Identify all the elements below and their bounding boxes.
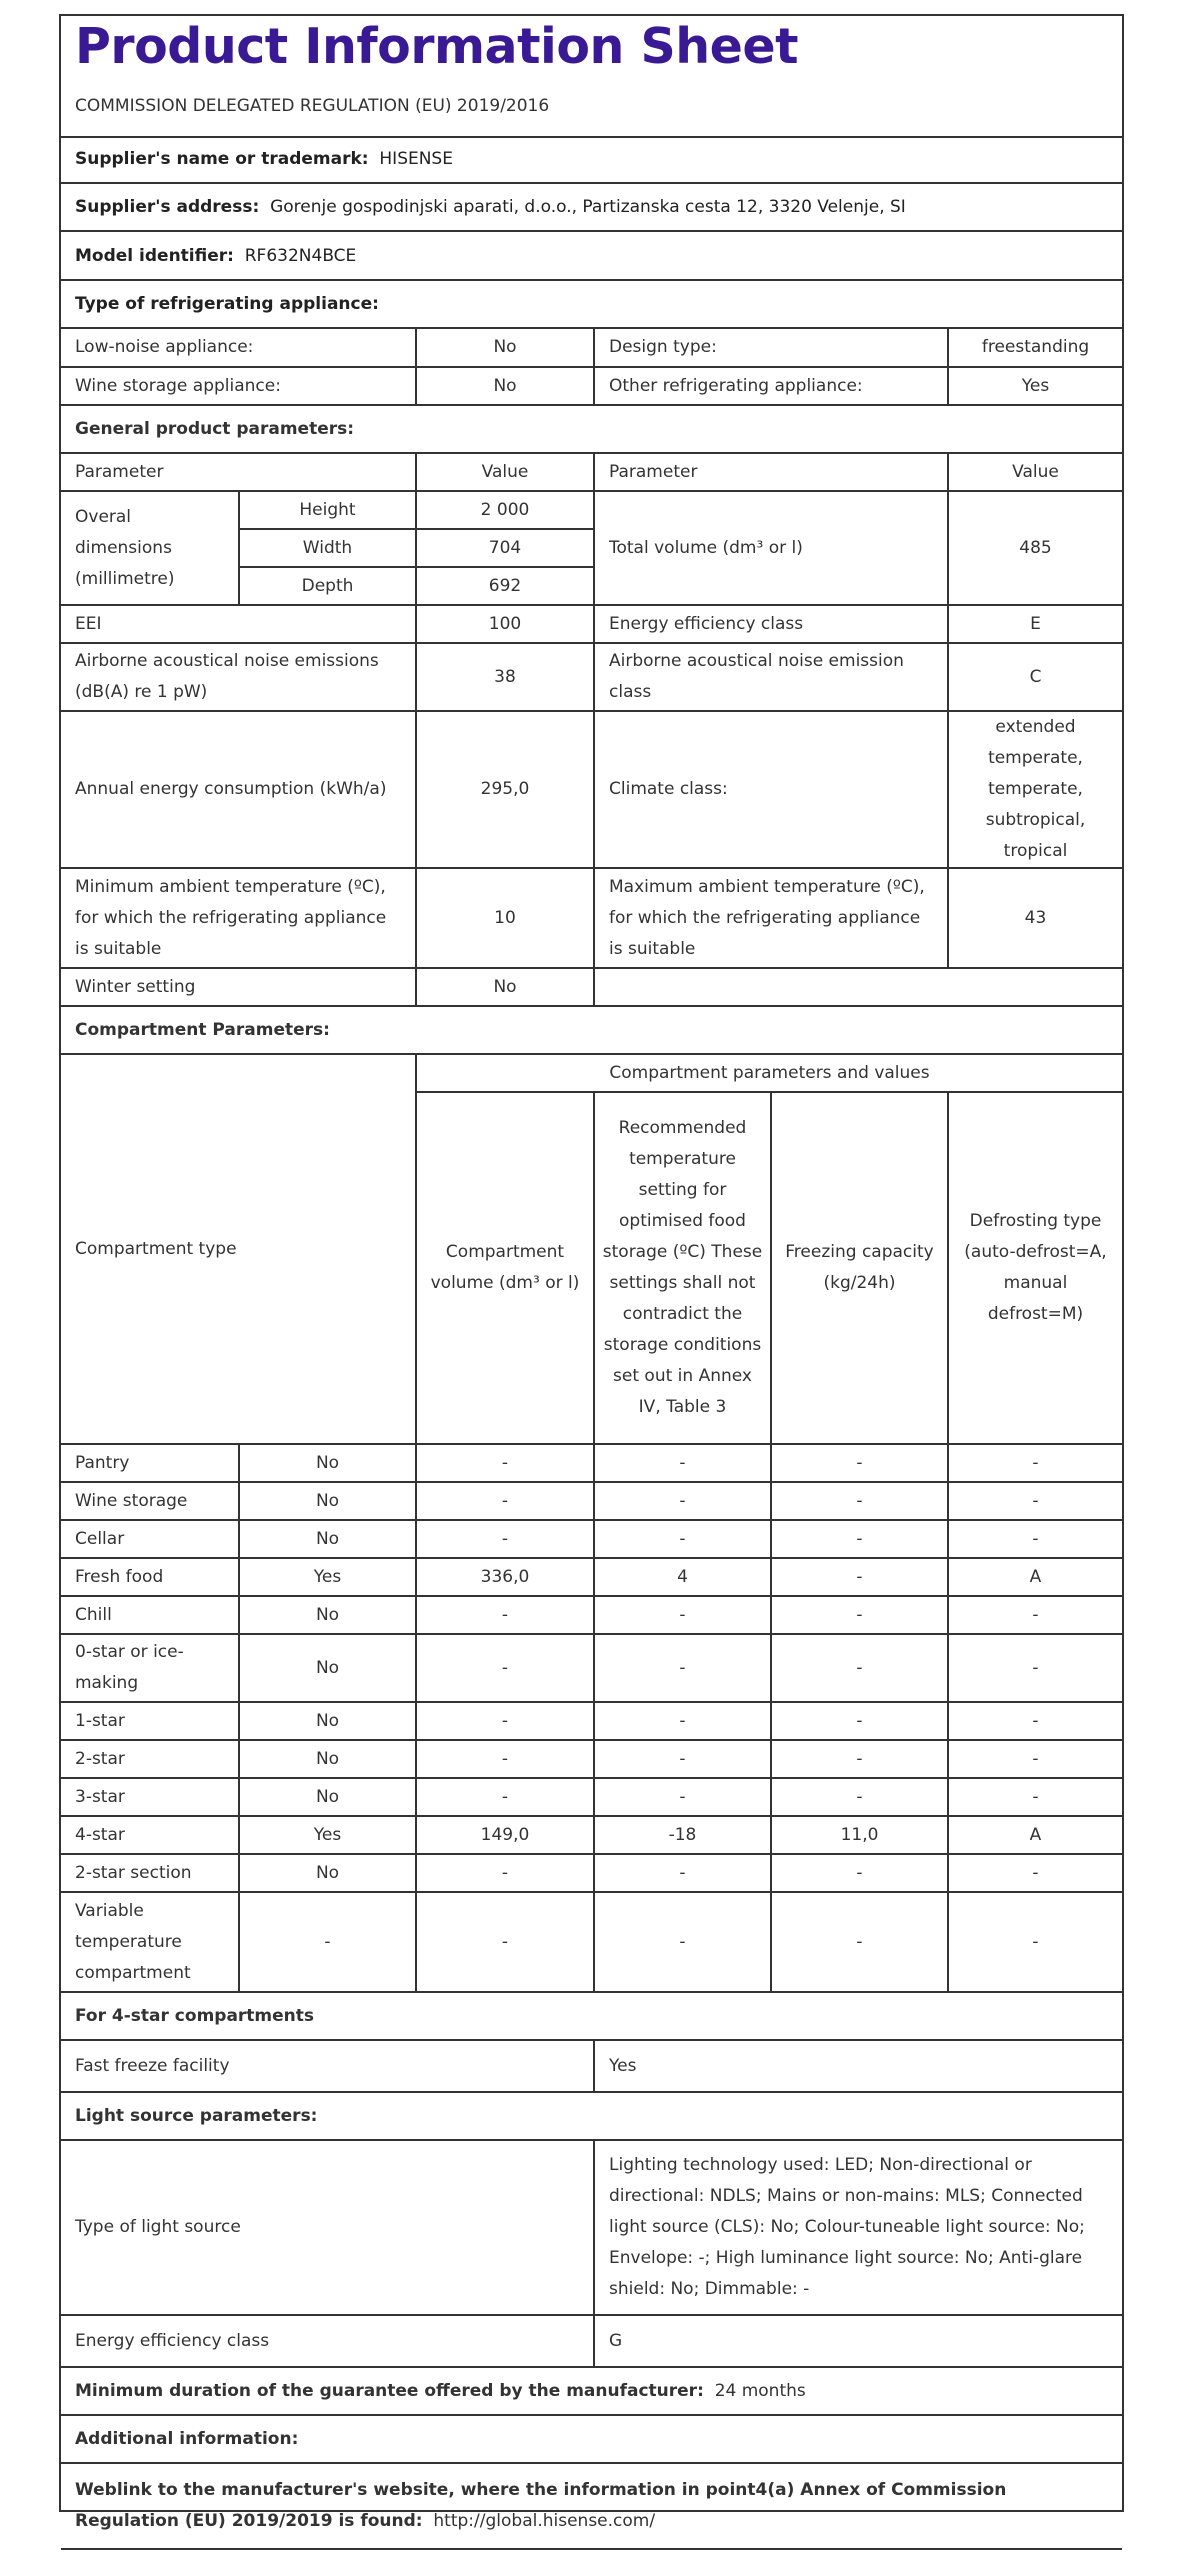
guarantee-cell (61, 2367, 1122, 2415)
table-row (61, 1444, 1122, 1482)
energy-class-label: Energy efficiency class (594, 605, 948, 643)
supplier-name-row (61, 136, 1122, 184)
compartment-volume: - (416, 1854, 594, 1892)
min-temperature-label: Minimum ambient temperature (ºC), for which the refrigerating appliance is suitable (61, 868, 416, 968)
compartment-present: Yes (239, 1558, 416, 1596)
table-row (61, 968, 1122, 1006)
compartment-freezing-capacity: - (771, 1854, 948, 1892)
design-type-value: freestanding (948, 329, 1122, 367)
eei-label: EEI (61, 605, 416, 643)
light-source-type-label: Type of light source (61, 2140, 594, 2315)
table-row (61, 1558, 1122, 1596)
max-temperature-value: 43 (948, 868, 1122, 968)
compartment-volume-header: Compartment volume (dm³ or l) (416, 1092, 594, 1444)
width-value: 704 (416, 529, 594, 567)
compartment-freezing-capacity: - (771, 1520, 948, 1558)
height-value: 2 000 (416, 491, 594, 529)
dimensions-label: Overal dimensions (millimetre) (61, 491, 239, 605)
compartment-name: Pantry (61, 1444, 239, 1482)
compartment-name: Cellar (61, 1520, 239, 1558)
total-volume-label: Total volume (dm³ or l) (594, 491, 948, 605)
table-row (61, 367, 1122, 405)
table-row (61, 1854, 1122, 1892)
table-row (61, 1006, 1122, 1054)
table-row (61, 711, 1122, 868)
model-identifier-row (61, 232, 1122, 281)
compartment-name: 2-star section (61, 1854, 239, 1892)
other-appliance-label: Other refrigerating appliance: (594, 367, 948, 405)
compartment-freezing-capacity: - (771, 1740, 948, 1778)
compartment-defrost-type: A (948, 1816, 1122, 1854)
compartment-name: 2-star (61, 1740, 239, 1778)
width-label: Width (239, 529, 416, 567)
compartment-name: Fresh food (61, 1558, 239, 1596)
wine-storage-label: Wine storage appliance: (61, 367, 416, 405)
table-row (61, 405, 1122, 453)
noise-class-value: C (948, 643, 1122, 711)
guarantee-value: 24 months (714, 2380, 806, 2401)
table-row (61, 329, 1122, 367)
compartment-temperature: - (594, 1854, 771, 1892)
table-row (61, 1740, 1122, 1778)
min-temperature-value: 10 (416, 868, 594, 968)
winter-setting-value: No (416, 968, 594, 1006)
table-row (61, 491, 1122, 529)
compartment-volume: - (416, 1596, 594, 1634)
compartment-volume: - (416, 1520, 594, 1558)
page-title: Product Information Sheet (75, 18, 799, 75)
depth-value: 692 (416, 567, 594, 605)
compartment-defrost-type: A (948, 1558, 1122, 1596)
compartment-present: Yes (239, 1816, 416, 1854)
compartment-rows (61, 1444, 1122, 1992)
noise-class-label: Airborne acoustical noise emission class (594, 643, 948, 711)
compartment-freezing-capacity: - (771, 1634, 948, 1702)
compartment-volume: 336,0 (416, 1558, 594, 1596)
freezing-capacity-header: Freezing capacity (kg/24h) (771, 1092, 948, 1444)
height-label: Height (239, 491, 416, 529)
supplier-name-value: HISENSE (379, 149, 453, 169)
compartment-present: No (239, 1520, 416, 1558)
compartment-present: No (239, 1778, 416, 1816)
compartment-volume: - (416, 1740, 594, 1778)
product-information-sheet (59, 14, 1124, 2531)
compartment-temperature: - (594, 1596, 771, 1634)
wine-storage-value: No (416, 367, 594, 405)
table-row (61, 868, 1122, 968)
compartment-present: No (239, 1702, 416, 1740)
compartment-freezing-capacity: - (771, 1778, 948, 1816)
compartment-volume: - (416, 1444, 594, 1482)
compartment-volume: - (416, 1634, 594, 1702)
compartment-volume: - (416, 1482, 594, 1520)
supplier-address-label: Supplier's address: (75, 197, 260, 217)
supplier-name-label: Supplier's name or trademark: (75, 149, 369, 169)
sheet-header (61, 16, 1122, 138)
compartment-freezing-capacity: - (771, 1558, 948, 1596)
weblink-value[interactable]: http://global.hisense.com/ (433, 2511, 656, 2531)
table-row (61, 1634, 1122, 1702)
value-column-header-2: Value (948, 453, 1122, 491)
weblink-cell (61, 2463, 1122, 2549)
compartment-present: No (239, 1444, 416, 1482)
table-row (61, 453, 1122, 491)
compartment-defrost-type: - (948, 1702, 1122, 1740)
guarantee-label: Minimum duration of the guarantee offered by the manufacturer: (75, 2380, 704, 2401)
eei-value: 100 (416, 605, 594, 643)
compartment-temperature: - (594, 1892, 771, 1992)
light-source-type-value: Lighting technology used: LED; Non-directional or directional: NDLS; Mains or non-mains: MLS; Connected light source (CLS): No; Colour-tuneable light source: No; Envelope: -; High luminance light source: No; Anti-glare shield: No; Dimmable: - (594, 2140, 1122, 2315)
table-row (61, 643, 1122, 711)
compartment-present: No (239, 1740, 416, 1778)
depth-label: Depth (239, 567, 416, 605)
design-type-label: Design type: (594, 329, 948, 367)
compartment-name: Chill (61, 1596, 239, 1634)
climate-class-label: Climate class: (594, 711, 948, 868)
compartment-defrost-type: - (948, 1892, 1122, 1992)
recommended-temperature-header: Recommended temperature setting for optimised food storage (ºC) These settings shall not contradict the storage conditions set out in Annex IV, Table 3 (594, 1092, 771, 1444)
compartment-temperature: - (594, 1778, 771, 1816)
low-noise-label: Low-noise appliance: (61, 329, 416, 367)
noise-emissions-label: Airborne acoustical noise emissions (dB(A) re 1 pW) (61, 643, 416, 711)
compartment-freezing-capacity: 11,0 (771, 1816, 948, 1854)
compartment-present: No (239, 1596, 416, 1634)
compartment-name: 0-star or ice-making (61, 1634, 239, 1702)
compartment-temperature: -18 (594, 1816, 771, 1854)
fast-freeze-label: Fast freeze facility (61, 2040, 594, 2092)
table-row (61, 605, 1122, 643)
compartment-volume: - (416, 1778, 594, 1816)
compartment-defrost-type: - (948, 1520, 1122, 1558)
compartment-volume: - (416, 1702, 594, 1740)
regulation-subtitle: COMMISSION DELEGATED REGULATION (EU) 2019/2016 (75, 96, 550, 116)
compartment-temperature: - (594, 1740, 771, 1778)
annual-energy-label: Annual energy consumption (kWh/a) (61, 711, 416, 868)
defrosting-type-header: Defrosting type (auto-defrost=A, manual defrost=M) (948, 1092, 1122, 1444)
compartment-present: - (239, 1892, 416, 1992)
compartment-defrost-type: - (948, 1740, 1122, 1778)
light-energy-class-value: G (594, 2315, 1122, 2367)
compartment-freezing-capacity: - (771, 1702, 948, 1740)
max-temperature-label: Maximum ambient temperature (ºC), for which the refrigerating appliance is suitable (594, 868, 948, 968)
table-row (61, 2092, 1122, 2140)
compartment-name: 4-star (61, 1816, 239, 1854)
supplier-address-row (61, 184, 1122, 232)
light-energy-class-label: Energy efficiency class (61, 2315, 594, 2367)
weblink-label: Weblink to the manufacturer's website, where the information in point4(a) Annex of Commission Regulation (EU) 2019/2019 is found: (75, 2480, 1007, 2531)
table-row (61, 1482, 1122, 1520)
compartment-temperature: - (594, 1520, 771, 1558)
compartment-name: Wine storage (61, 1482, 239, 1520)
compartment-temperature: 4 (594, 1558, 771, 1596)
light-source-heading: Light source parameters: (61, 2092, 1122, 2140)
additional-information-heading: Additional information: (61, 2415, 1122, 2463)
compartment-defrost-type: - (948, 1482, 1122, 1520)
general-parameters-heading: General product parameters: (61, 405, 1122, 453)
model-identifier-value: RF632N4BCE (244, 245, 357, 266)
compartment-freezing-capacity: - (771, 1892, 948, 1992)
compartment-present: No (239, 1854, 416, 1892)
compartment-defrost-type: - (948, 1854, 1122, 1892)
table-row (61, 1892, 1122, 1992)
compartment-temperature: - (594, 1482, 771, 1520)
compartment-temperature: - (594, 1634, 771, 1702)
compartment-temperature: - (594, 1702, 771, 1740)
total-volume-value: 485 (948, 491, 1122, 605)
value-column-header: Value (416, 453, 594, 491)
energy-class-value: E (948, 605, 1122, 643)
parameter-column-header-2: Parameter (594, 453, 948, 491)
compartment-name: 1-star (61, 1702, 239, 1740)
low-noise-value: No (416, 329, 594, 367)
compartment-freezing-capacity: - (771, 1482, 948, 1520)
empty-cell (594, 968, 1122, 1006)
supplier-address-value: Gorenje gospodinjski aparati, d.o.o., Partizanska cesta 12, 3320 Velenje, SI (270, 197, 906, 217)
table-row (61, 1054, 1122, 1092)
compartment-volume: 149,0 (416, 1816, 594, 1854)
other-appliance-value: Yes (948, 367, 1122, 405)
compartment-defrost-type: - (948, 1596, 1122, 1634)
parameters-table (61, 329, 1122, 2550)
compartment-present: No (239, 1634, 416, 1702)
table-row (61, 1816, 1122, 1854)
table-row (61, 1596, 1122, 1634)
compartment-present: No (239, 1482, 416, 1520)
compartment-defrost-type: - (948, 1778, 1122, 1816)
table-row (61, 2140, 1122, 2315)
climate-class-value: extended temperate, temperate, subtropical, tropical (948, 711, 1122, 868)
appliance-type-heading-row (61, 281, 1122, 329)
table-row (61, 2415, 1122, 2463)
compartment-defrost-type: - (948, 1634, 1122, 1702)
table-row (61, 1520, 1122, 1558)
parameter-column-header: Parameter (61, 453, 416, 491)
compartment-name: 3-star (61, 1778, 239, 1816)
compartment-temperature: - (594, 1444, 771, 1482)
compartment-type-header: Compartment type (61, 1054, 416, 1444)
annual-energy-value: 295,0 (416, 711, 594, 868)
compartment-values-header: Compartment parameters and values (416, 1054, 1122, 1092)
appliance-type-heading: Type of refrigerating appliance: (75, 294, 379, 314)
table-row (61, 2367, 1122, 2415)
model-identifier-label: Model identifier: (75, 245, 234, 266)
table-row (61, 1702, 1122, 1740)
winter-setting-label: Winter setting (61, 968, 416, 1006)
table-row (61, 1778, 1122, 1816)
table-row (61, 1992, 1122, 2040)
compartment-volume: - (416, 1892, 594, 1992)
table-row (61, 2040, 1122, 2092)
compartment-defrost-type: - (948, 1444, 1122, 1482)
compartment-name: Variable temperature compartment (61, 1892, 239, 1992)
compartment-parameters-heading: Compartment Parameters: (61, 1006, 1122, 1054)
table-row (61, 2463, 1122, 2549)
fast-freeze-value: Yes (594, 2040, 1122, 2092)
noise-emissions-value: 38 (416, 643, 594, 711)
four-star-heading: For 4-star compartments (61, 1992, 1122, 2040)
compartment-freezing-capacity: - (771, 1444, 948, 1482)
table-row (61, 2315, 1122, 2367)
compartment-freezing-capacity: - (771, 1596, 948, 1634)
